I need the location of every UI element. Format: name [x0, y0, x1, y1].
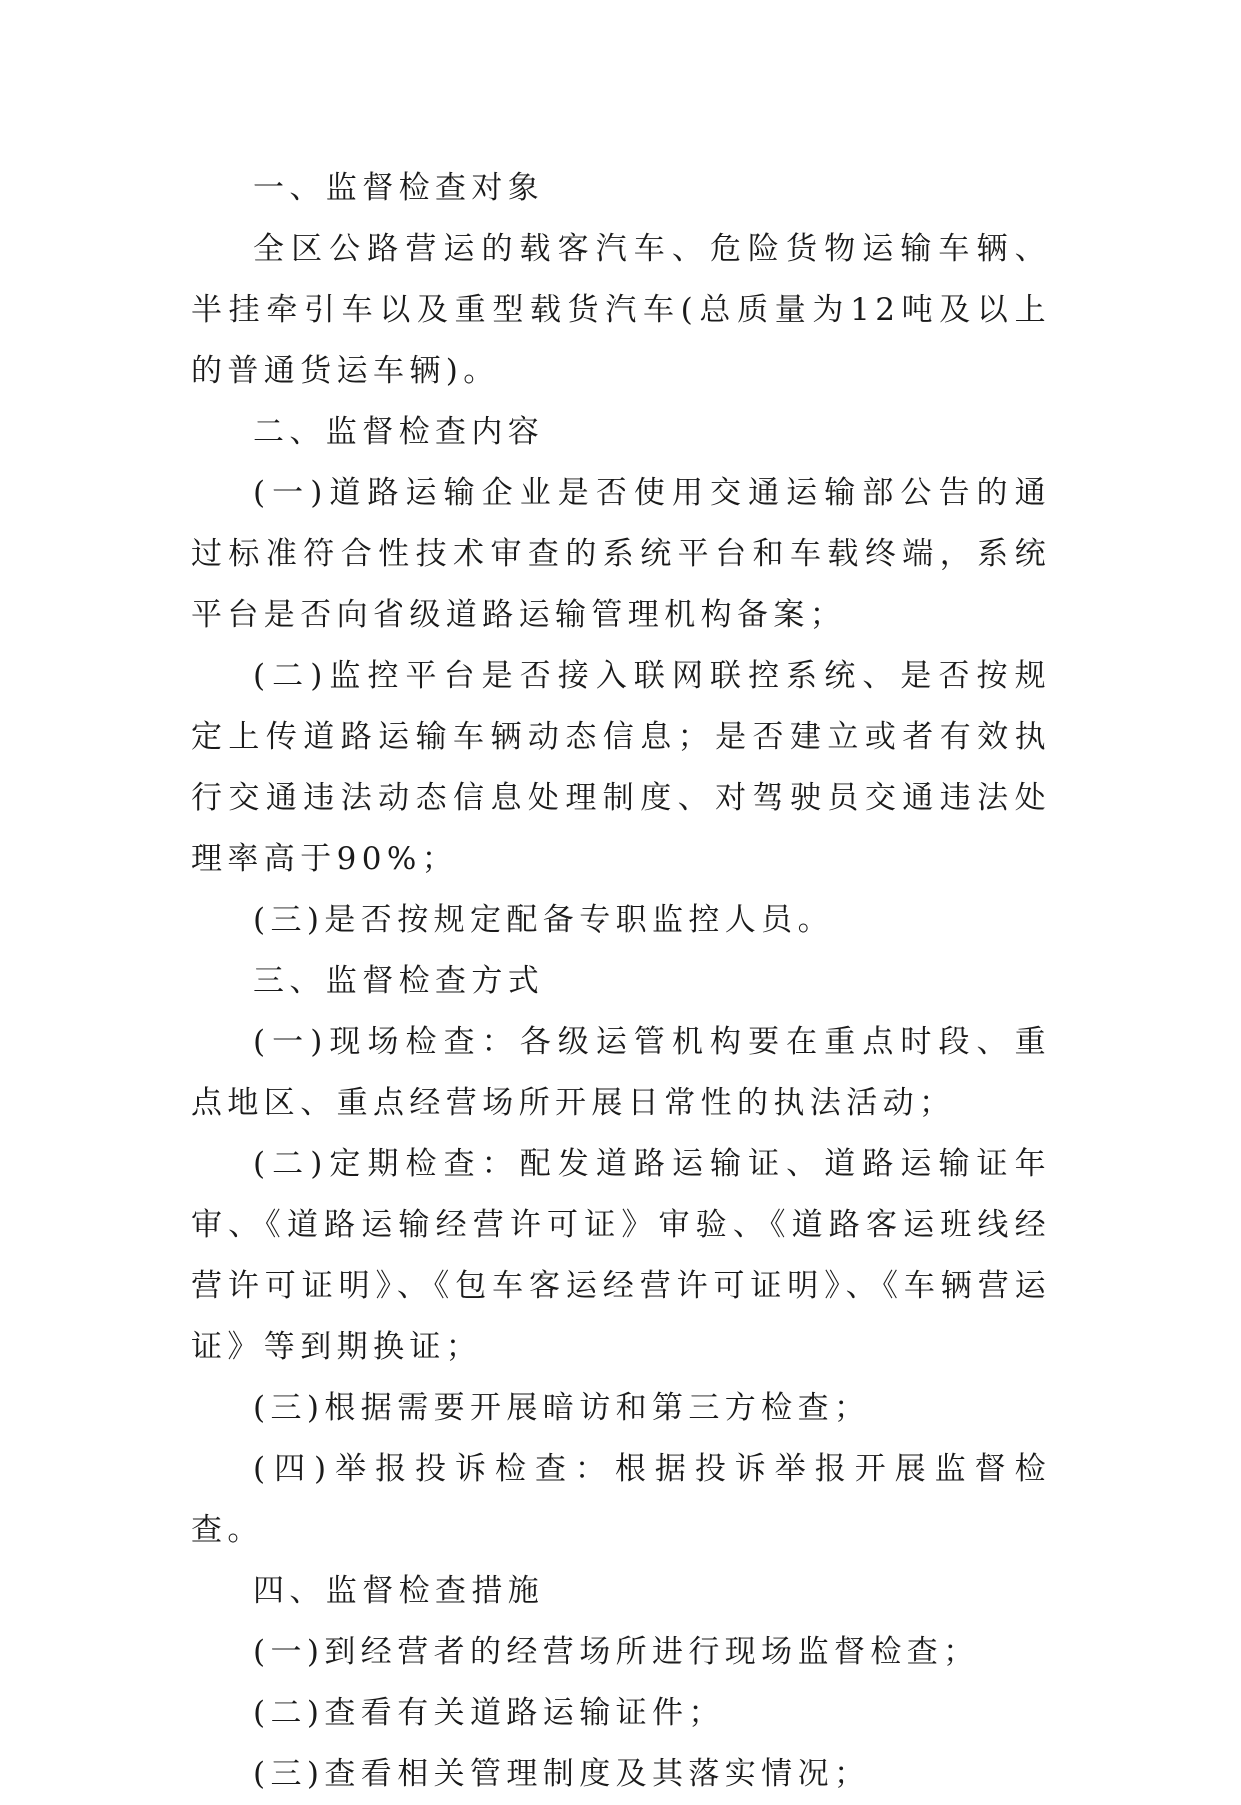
- section-heading-4: 四、监督检查措施: [253, 1573, 545, 1609]
- paragraph-content-item-2: (二)监控平台是否接入联网联控系统、是否按规定上传道路运输车辆动态信息；是否建立或者有效执行交通违法动态信息处理制度、对驾驶员交通违法处理率高于90%；: [191, 658, 1051, 877]
- document-body: [191, 158, 1051, 1805]
- paragraph-inspection-targets: 全区公路营运的载客汽车、危险货物运输车辆、半挂牵引车以及重型载货汽车(总质量为12吨及以上的普通货运车辆)。: [191, 231, 1051, 389]
- paragraph-measure-item-3: (三)查看相关管理制度及其落实情况；: [253, 1756, 871, 1792]
- paragraph-method-item-4: (四)举报投诉检查：根据投诉举报开展监督检查。: [191, 1451, 1051, 1548]
- paragraph-content-item-3: (三)是否按规定配备专职监控人员。: [253, 902, 834, 938]
- paragraph-measure-item-2: (二)查看有关道路运输证件；: [253, 1695, 725, 1731]
- paragraph-method-item-2: (二)定期检查：配发道路运输证、道路运输证年审、《道路运输经营许可证》审验、《道路客运班线经营许可证明》、《包车客运经营许可证明》、《车辆营运证》等到期换证；: [191, 1146, 1051, 1365]
- paragraph-content-item-1: (一)道路运输企业是否使用交通运输部公告的通过标准符合性技术审查的系统平台和车载终端，系统平台是否向省级道路运输管理机构备案；: [191, 475, 1051, 633]
- section-heading-3: 三、监督检查方式: [253, 963, 545, 999]
- section-heading-2: 二、监督检查内容: [253, 414, 545, 450]
- paragraph-method-item-1: (一)现场检查：各级运管机构要在重点时段、重点地区、重点经营场所开展日常性的执法活动；: [191, 1024, 1051, 1121]
- paragraph-method-item-3: (三)根据需要开展暗访和第三方检查；: [253, 1390, 871, 1426]
- section-heading-1: 一、监督检查对象: [253, 170, 545, 206]
- paragraph-measure-item-1: (一)到经营者的经营场所进行现场监督检查；: [253, 1634, 980, 1670]
